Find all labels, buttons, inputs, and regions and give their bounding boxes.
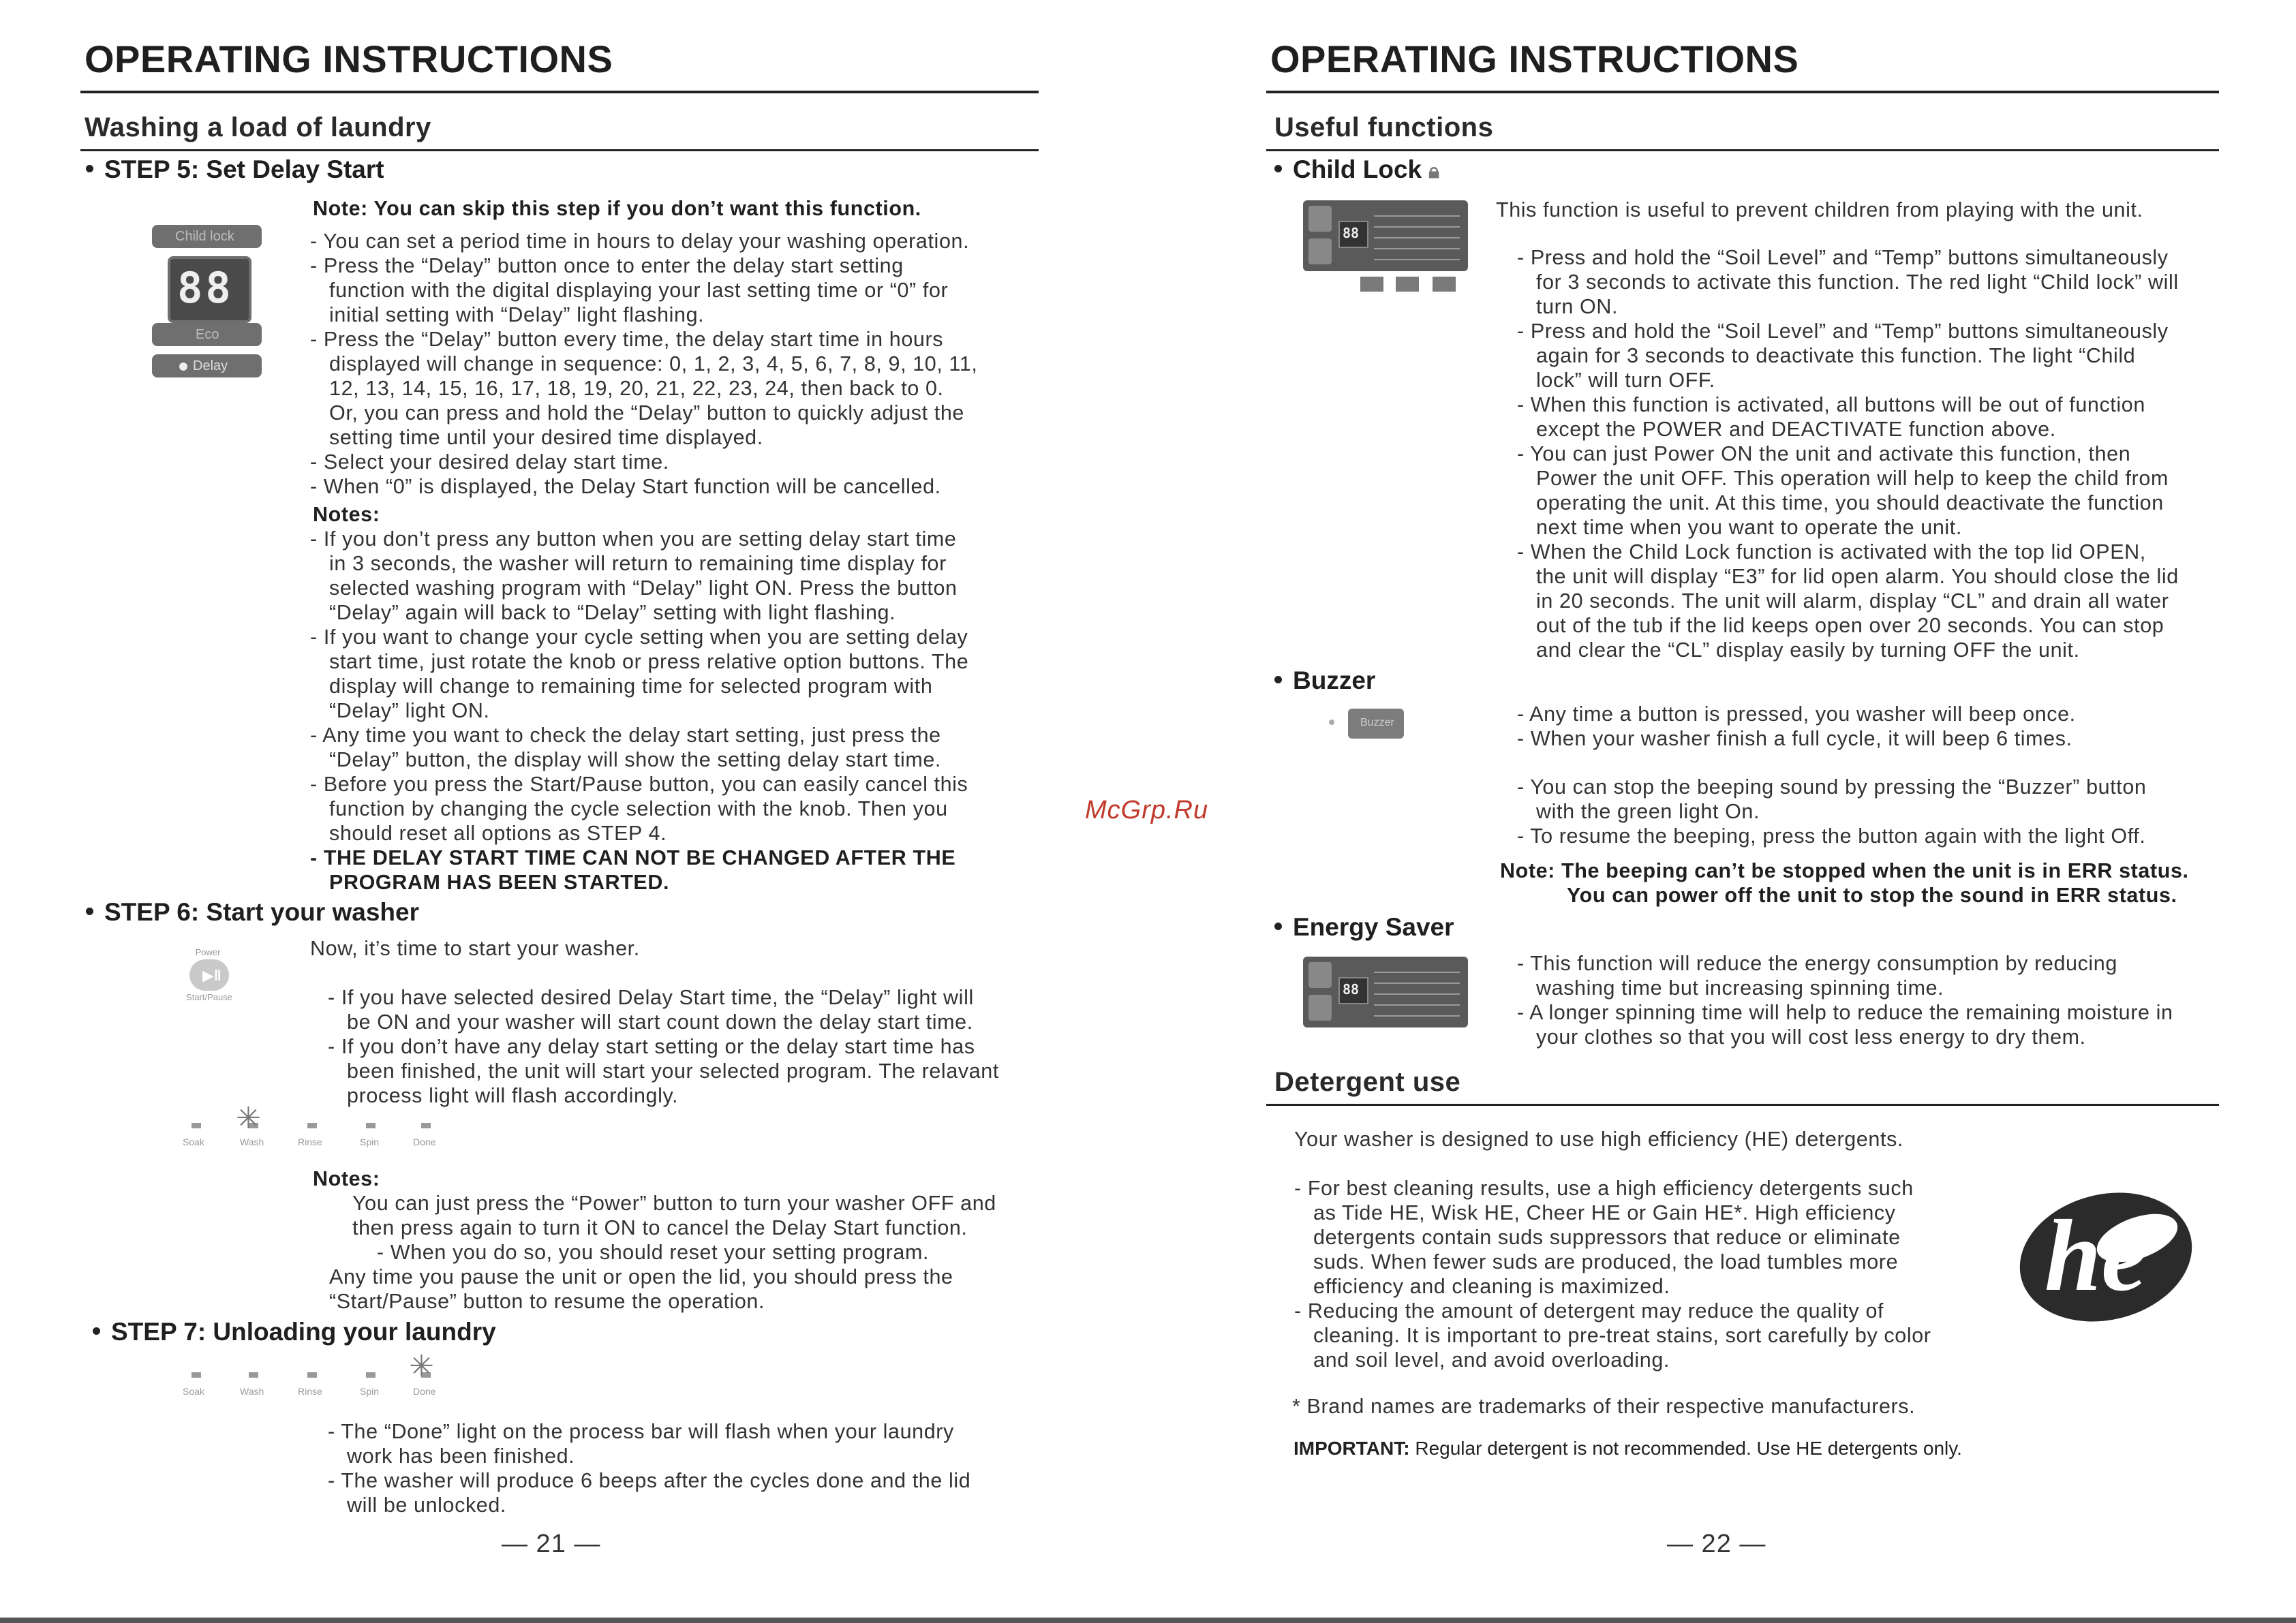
trademark-text: * Brand names are trademarks of their respective manufacturers. xyxy=(1292,1395,1916,1418)
step5-heading-text: STEP 5: Set Delay Start xyxy=(104,155,384,183)
child-lock-line: again for 3 seconds to deactivate this function. The light “Child xyxy=(1536,344,2136,367)
detergent-intro-text: Your washer is designed to use high efficiency (HE) detergents. xyxy=(1294,1128,1903,1151)
step6-line: - If you don’t have any delay start setting or the delay start time has xyxy=(328,1035,975,1058)
done-label: Done xyxy=(413,1137,436,1147)
child-lock-line: and clear the “CL” display easily by turning OFF the unit. xyxy=(1536,638,2080,662)
energy-saver-heading-text: Energy Saver xyxy=(1293,913,1454,941)
buzzer-note xyxy=(1500,859,2189,908)
step5-note-line: start time, just rotate the knob or press relative option buttons. The xyxy=(329,650,969,673)
step6-note-line: Any time you pause the unit or open the lid, you should press the xyxy=(329,1265,953,1288)
child-lock-line: for 3 seconds to activate this function. The red light “Child lock” will xyxy=(1536,270,2179,294)
buzzer-body-a xyxy=(1517,702,2076,751)
buzzer-line: with the green light On. xyxy=(1536,800,1760,823)
step6-intro xyxy=(310,936,640,961)
play-pause-icon: ▶‖ xyxy=(202,967,221,984)
step5-note-line: “Delay” button, the display will show the setting delay start time. xyxy=(329,748,941,771)
step5-line: - Select your desired delay start time. xyxy=(310,450,669,474)
step5-notes-label xyxy=(313,502,380,527)
detergent-line: as Tide HE, Wisk HE, Cheer HE or Gain HE*. High efficiency xyxy=(1313,1201,1896,1224)
trademark-note xyxy=(1292,1394,1915,1419)
child-lock-line: - Press and hold the “Soil Level” and “Temp” buttons simultaneously xyxy=(1517,320,2169,343)
wash-label: Wash xyxy=(240,1137,264,1147)
step6-notes-label xyxy=(313,1166,380,1191)
step6-heading-text: STEP 6: Start your washer xyxy=(104,898,419,926)
delay-button xyxy=(152,354,262,377)
step5-line: - You can set a period time in hours to delay your washing operation. xyxy=(310,230,970,253)
step5-note xyxy=(313,196,921,221)
child-lock-indicator xyxy=(152,225,262,248)
bullet-icon xyxy=(1274,676,1282,683)
wash-light xyxy=(249,1372,258,1378)
step5-heading xyxy=(86,155,384,184)
page-number: — 21 — xyxy=(502,1530,601,1558)
child-lock-line: operating the unit. At this time, you should deactivate the function xyxy=(1536,491,2164,514)
bullet-icon xyxy=(86,165,93,172)
flash-icon: ✳ xyxy=(236,1102,261,1135)
bullet-icon xyxy=(1274,923,1282,930)
step5-line: displayed will change in sequence: 0, 1, 2, 3, 4, 5, 6, 7, 8, 9, 10, 11, xyxy=(329,352,978,375)
step5-warning-line: PROGRAM HAS BEEN STARTED. xyxy=(329,871,670,894)
buzzer-button-label: Buzzer xyxy=(1360,717,1394,728)
step5-warning-line: - THE DELAY START TIME CAN NOT BE CHANGED AFTER THE xyxy=(310,846,956,869)
step5-note-line: “Delay” light ON. xyxy=(329,699,490,722)
step5-note-line: function by changing the cycle selection with the knob. Then you xyxy=(329,797,948,820)
step5-line: - Press the “Delay” button every time, the delay start time in hours xyxy=(310,328,944,351)
child-lock-line: - You can just Power ON the unit and activate this function, then xyxy=(1517,442,2131,465)
child-lock-heading xyxy=(1274,155,1439,184)
he-logo-graphic xyxy=(2016,1189,2200,1325)
important-note xyxy=(1294,1438,1962,1459)
detergent-line: and soil level, and avoid overloading. xyxy=(1313,1348,1670,1372)
step6-line: be ON and your washer will start count down the delay start time. xyxy=(347,1010,973,1034)
step5-line: 12, 13, 14, 15, 16, 17, 18, 19, 20, 21, 22, 23, 24, then back to 0. xyxy=(329,377,944,400)
step7-line: work has been finished. xyxy=(347,1444,575,1468)
rinse-light xyxy=(307,1372,317,1378)
buzzer-light-icon xyxy=(1329,720,1334,725)
child-lock-line: next time when you want to operate the unit. xyxy=(1536,516,1962,539)
child-lock-body xyxy=(1517,245,2179,662)
step7-line: - The “Done” light on the process bar will flash when your laundry xyxy=(328,1420,954,1443)
buzzer-line: - You can stop the beeping sound by pressing the “Buzzer” button xyxy=(1517,775,2147,799)
child-lock-line: out of the tub if the lid keeps open over 20 seconds. You can stop xyxy=(1536,614,2164,637)
energy-saver-line: - A longer spinning time will help to reduce the remaining moisture in xyxy=(1517,1001,2173,1024)
digit-display xyxy=(1338,221,1368,248)
detergent-intro xyxy=(1294,1127,1903,1151)
energy-saver-line: washing time but increasing spinning time. xyxy=(1536,976,1944,1000)
step5-note-line: - If you want to change your cycle setting when you are setting delay xyxy=(310,625,968,649)
step7-line: - The washer will produce 6 beeps after the cycles done and the lid xyxy=(328,1469,971,1492)
spin-label: Spin xyxy=(360,1386,380,1397)
eco-label: Eco xyxy=(196,327,219,342)
step6-note-line: “Start/Pause” button to resume the operation. xyxy=(329,1290,765,1313)
he-logo-text: he xyxy=(2045,1199,2147,1312)
step5-line: initial setting with “Delay” light flashing. xyxy=(329,303,705,326)
spin-light xyxy=(366,1123,376,1128)
title-divider xyxy=(80,91,1039,93)
detergent-line: efficiency and cleaning is maximized. xyxy=(1313,1275,1670,1298)
buzzer-heading-text: Buzzer xyxy=(1293,666,1376,694)
energy-saver-body xyxy=(1517,951,2173,1049)
soak-label: Soak xyxy=(183,1386,204,1397)
buzzer-line: - To resume the beeping, press the button again with the light Off. xyxy=(1517,824,2146,848)
flash-icon: ✳ xyxy=(409,1350,434,1383)
energy-saver-line: - This function will reduce the energy consumption by reducing xyxy=(1517,952,2117,975)
child-lock-intro-text: This function is useful to prevent children from playing with the unit. xyxy=(1496,198,2143,221)
control-panel xyxy=(1303,200,1468,271)
detergent-line: - For best cleaning results, use a high efficiency detergents such xyxy=(1294,1177,1914,1200)
detergent-section-title: Detergent use xyxy=(1274,1067,1461,1097)
important-label: IMPORTANT: xyxy=(1294,1438,1410,1459)
temp-button-icon xyxy=(1433,277,1456,292)
step5-body xyxy=(310,229,977,499)
start-pause-label: Start/Pause xyxy=(186,992,232,1002)
step5-note-text: Note: You can skip this step if you don’t want this function. xyxy=(313,197,921,220)
watermark: McGrp.Ru xyxy=(1085,796,1209,824)
start-pause-button xyxy=(189,959,229,991)
buzzer-note-line: Note: The beeping can’t be stopped when the unit is in ERR status. xyxy=(1500,859,2189,882)
step6-line: been finished, the unit will start your selected program. The relavant xyxy=(347,1060,999,1083)
panel-icon xyxy=(1308,995,1332,1021)
detergent-line: detergents contain suds suppressors that reduce or eliminate xyxy=(1313,1226,1901,1249)
important-text: Regular detergent is not recommended. Use HE detergents only. xyxy=(1409,1438,1962,1459)
child-lock-line: the unit will display “E3” for lid open alarm. You should close the lid xyxy=(1536,565,2179,588)
buzzer-line: - When your washer finish a full cycle, it will beep 6 times. xyxy=(1517,727,2072,750)
section-divider xyxy=(1266,149,2219,151)
bottom-edge xyxy=(0,1618,2296,1623)
detergent-divider xyxy=(1266,1104,2219,1106)
buzzer-note-line: You can power off the unit to stop the sound in ERR status. xyxy=(1567,884,2177,907)
energy-saver-heading xyxy=(1274,913,1454,942)
spin-light xyxy=(366,1372,376,1378)
digit-display xyxy=(1338,977,1368,1004)
step5-line: - When “0” is displayed, the Delay Start function will be cancelled. xyxy=(310,475,941,498)
delay-light-icon xyxy=(179,362,187,371)
temp-icon xyxy=(1308,238,1332,264)
page-title: OPERATING INSTRUCTIONS xyxy=(1270,37,1799,80)
step7-line: will be unlocked. xyxy=(347,1494,506,1517)
step6-note-line: You can just press the “Power” button to turn your washer OFF and xyxy=(352,1192,996,1215)
child-lock-line: - When the Child Lock function is activated with the top lid OPEN, xyxy=(1517,540,2146,563)
energy-saver-line: your clothes so that you will cost less energy to dry them. xyxy=(1536,1025,2086,1049)
section-title: Washing a load of laundry xyxy=(85,112,431,142)
page-title: OPERATING INSTRUCTIONS xyxy=(85,37,613,80)
child-lock-line: except the POWER and DEACTIVATE function above. xyxy=(1536,418,2056,441)
child-lock-line: in 20 seconds. The unit will alarm, display “CL” and drain all water xyxy=(1536,589,2169,613)
child-lock-label: Child lock xyxy=(175,229,234,244)
buzzer-line: - Any time a button is pressed, you washer will beep once. xyxy=(1517,702,2076,726)
step5-line: setting time until your desired time displayed. xyxy=(329,426,763,449)
notes-label: Notes: xyxy=(313,1167,380,1190)
notes-label: Notes: xyxy=(313,503,380,526)
step5-note-line: “Delay” again will back to “Delay” setting with light flashing. xyxy=(329,601,896,624)
eco-button xyxy=(152,323,262,346)
rinse-label: Rinse xyxy=(298,1137,322,1147)
indicator-lights xyxy=(1374,206,1460,266)
page-number: — 22 — xyxy=(1667,1530,1766,1558)
soak-label: Soak xyxy=(183,1137,204,1147)
section-title: Useful functions xyxy=(1274,112,1494,142)
detergent-line: cleaning. It is important to pre-treat stains, sort carefully by color xyxy=(1313,1324,1931,1347)
step5-line: function with the digital displaying your last setting time or “0” for xyxy=(329,279,949,302)
step7-heading-text: STEP 7: Unloading your laundry xyxy=(111,1318,496,1346)
child-lock-heading-text: Child Lock xyxy=(1293,155,1422,183)
digit-display xyxy=(168,256,251,323)
child-lock-intro xyxy=(1496,198,2143,222)
step5-note-line: in 3 seconds, the washer will return to remaining time display for xyxy=(329,552,947,575)
child-lock-line: - When this function is activated, all buttons will be out of function xyxy=(1517,393,2145,416)
rinse-light xyxy=(307,1123,317,1128)
step5-note-line: - If you don’t press any button when you are setting delay start time xyxy=(310,527,957,551)
step5-note-line: - Any time you want to check the delay start setting, just press the xyxy=(310,724,941,747)
rinse-label: Rinse xyxy=(298,1386,322,1397)
bullet-icon xyxy=(93,1327,100,1335)
buzzer-heading xyxy=(1274,666,1375,695)
bullet-icon xyxy=(1274,165,1282,172)
soak-light xyxy=(192,1372,201,1378)
page-22 xyxy=(1148,0,2296,1623)
he-logo xyxy=(2016,1189,2200,1325)
step6-note-line: - When you do so, you should reset your setting program. xyxy=(377,1241,930,1264)
step7-heading xyxy=(93,1318,496,1346)
step5-line: Or, you can press and hold the “Delay” button to quickly adjust the xyxy=(329,401,964,424)
step5-note-line: should reset all options as STEP 4. xyxy=(329,822,667,845)
indicator-lights xyxy=(1374,962,1460,1022)
wash-label: Wash xyxy=(240,1386,264,1397)
detergent-body xyxy=(1294,1176,1931,1372)
step6-line: - If you have selected desired Delay Start time, the “Delay” light will xyxy=(328,986,974,1009)
bullet-icon xyxy=(86,908,93,915)
step7-body xyxy=(328,1419,970,1517)
step6-line: process light will flash accordingly. xyxy=(347,1084,679,1107)
detergent-line: suds. When fewer suds are produced, the load tumbles more xyxy=(1313,1250,1899,1273)
soil-level-button-icon xyxy=(1396,277,1419,292)
spin-label: Spin xyxy=(360,1137,380,1147)
soak-light xyxy=(192,1123,201,1128)
delay-button-icon xyxy=(1360,277,1383,292)
step5-note-line: display will change to remaining time for selected program with xyxy=(329,675,933,698)
child-lock-line: - Press and hold the “Soil Level” and “Temp” buttons simultaneously xyxy=(1517,246,2169,269)
digit-display-value: 88 xyxy=(1343,225,1360,241)
energy-saver-panel-illustration xyxy=(1303,957,1468,1027)
child-lock-line: lock” will turn OFF. xyxy=(1536,369,1715,392)
step5-line: - Press the “Delay” button once to enter the delay start setting xyxy=(310,254,904,277)
buzzer-body-b xyxy=(1517,775,2147,848)
title-divider xyxy=(1266,91,2219,93)
delay-label: Delay xyxy=(193,358,228,373)
step6-heading xyxy=(86,898,419,927)
step6-body xyxy=(328,985,999,1108)
done-light xyxy=(421,1123,431,1128)
child-lock-line: Power the unit OFF. This operation will help to keep the child from xyxy=(1536,467,2169,490)
lock-icon: 🔒︎ xyxy=(1428,160,1440,183)
buzzer-button xyxy=(1348,709,1404,739)
detergent-line: - Reducing the amount of detergent may reduce the quality of xyxy=(1294,1299,1884,1323)
child-lock-line: turn ON. xyxy=(1536,295,1619,318)
step5-note-line: selected washing program with “Delay” light ON. Press the button xyxy=(329,576,958,600)
panel-icon xyxy=(1308,962,1332,988)
step5-note-line: - Before you press the Start/Pause button, you can easily cancel this xyxy=(310,773,968,796)
step6-note-line: then press again to turn it ON to cancel the Delay Start function. xyxy=(352,1216,968,1239)
digit-display-value: 88 xyxy=(1343,981,1360,998)
digit-display-value: 88 xyxy=(177,263,234,313)
step5-notes xyxy=(310,527,968,895)
section-divider xyxy=(80,149,1039,151)
power-label: Power xyxy=(195,947,221,957)
soil-level-icon xyxy=(1308,206,1332,232)
done-label: Done xyxy=(413,1386,436,1397)
step6-notes xyxy=(329,1191,996,1314)
step6-intro-text: Now, it’s time to start your washer. xyxy=(310,937,640,960)
